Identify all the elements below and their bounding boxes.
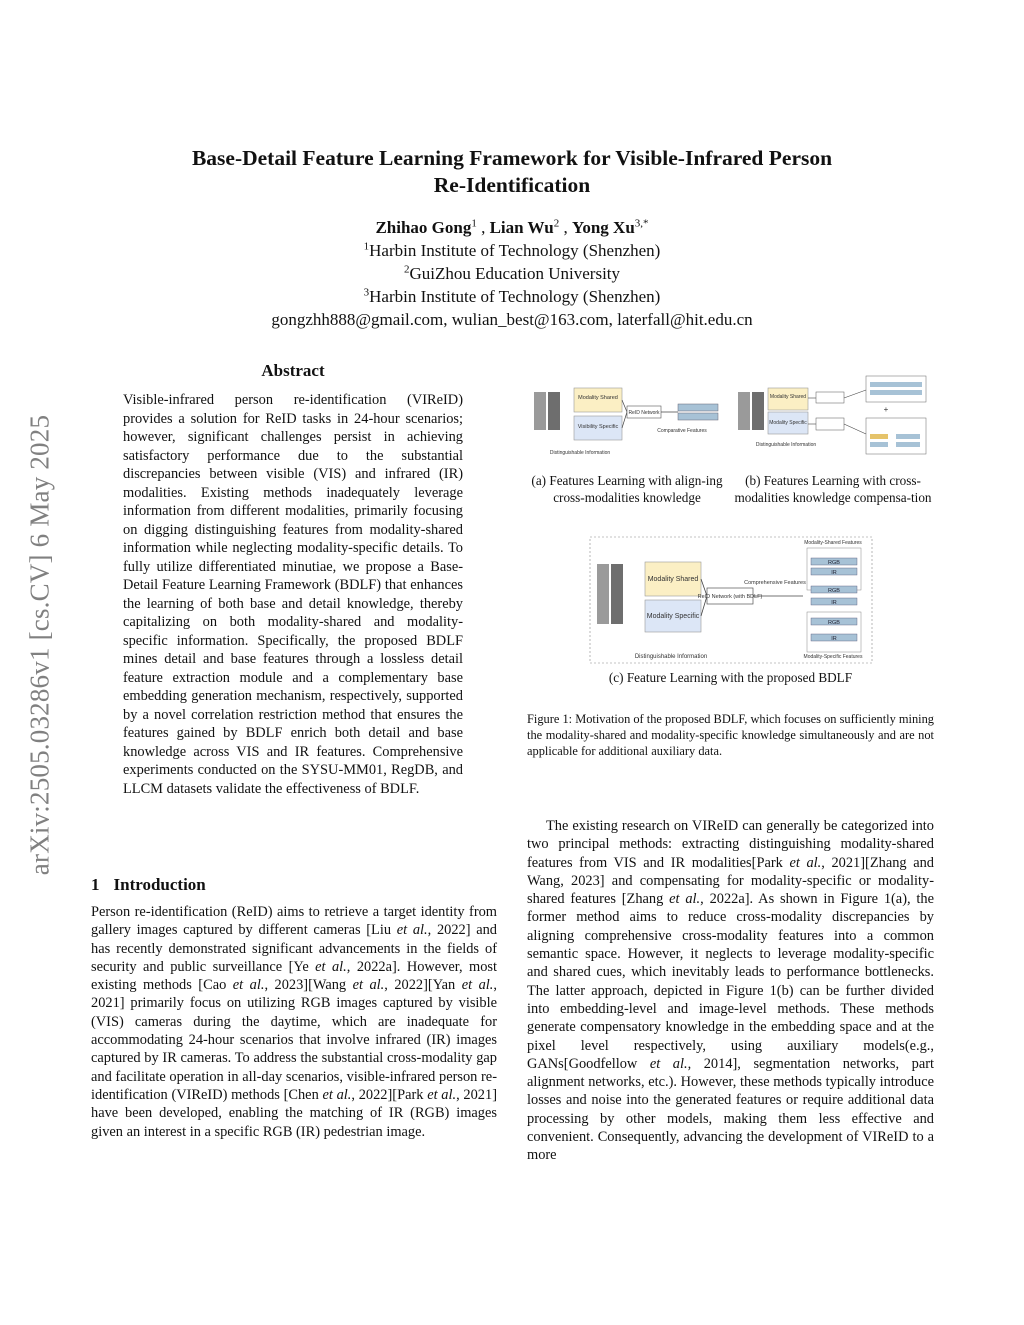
affiliation	[112, 262, 912, 285]
distinguishable-info-label: Distinguishable Information	[755, 442, 817, 448]
compensation-box	[866, 376, 926, 402]
author-separator: ,	[476, 218, 490, 237]
affil-text: Harbin Institute of Technology (Shenzhen)	[369, 287, 661, 306]
figure-1c-diagram	[589, 536, 873, 664]
feature-bar	[678, 404, 718, 411]
section-heading	[91, 875, 220, 895]
author-sup: 3,*	[634, 217, 649, 230]
figure-1a-subcaption: (a) Features Learning with align-ing cross-modalities knowledge	[531, 473, 723, 505]
affil-sup: 3	[363, 286, 370, 299]
network-box	[816, 418, 844, 430]
ir-bar-label: IR	[831, 570, 837, 576]
affil-text: Harbin Institute of Technology (Shenzhen)	[369, 241, 661, 260]
author-list	[112, 216, 912, 239]
author-name: Yong Xu	[571, 218, 635, 237]
figure-1b-subcaption: (b) Features Learning with cross-modalities knowledge compensa-tion	[734, 473, 932, 505]
feature-bar	[870, 390, 922, 395]
figure-1-caption: Figure 1: Motivation of the proposed BDLF, which focuses on sufficiently mining the modality-shared and modality-specific knowledge simultaneously and are not applicable for additional auxiliary data.	[527, 712, 934, 759]
person-image-icon	[752, 392, 764, 430]
feature-bar	[870, 442, 888, 447]
person-image-icon	[738, 392, 750, 430]
affil-sup: 1	[363, 240, 370, 253]
feature-bar	[870, 434, 888, 439]
author-name: Zhihao Gong	[375, 218, 472, 237]
affiliation	[112, 285, 912, 308]
modality-specific-label: Modality Specific	[769, 420, 807, 426]
modality-shared-label: Modality Shared	[578, 395, 618, 401]
modality-shared-label: Modality Shared	[647, 576, 699, 583]
specific-features-label: Modality-Specific Features	[803, 654, 863, 660]
reid-network-label: ReID Network (with BDLF)	[697, 594, 763, 600]
feature-bar	[896, 442, 920, 447]
author-emails: gongzhh888@gmail.com, wulian_best@163.com, laterfall@hit.edu.cn	[271, 310, 753, 329]
ir-bar-label: IR	[831, 636, 837, 642]
comprehensive-features-label: Comprehensive Features	[744, 580, 806, 586]
plus-sign: +	[883, 405, 889, 414]
affil-sup: 2	[403, 263, 410, 276]
author-block	[112, 216, 912, 331]
modality-shared-label: Modality Shared	[769, 394, 807, 400]
distinguishable-info-label: Distinguishable Information	[549, 450, 611, 456]
figure-1a-diagram	[532, 382, 724, 466]
figure-1b-diagram	[736, 372, 936, 466]
feature-bar	[896, 434, 920, 439]
section-number: 1	[91, 875, 100, 894]
section-title: Introduction	[113, 875, 206, 894]
paper-title	[112, 145, 912, 199]
abstract-heading: Abstract	[261, 361, 325, 380]
intro-left-paragraph: Person re-identification (ReID) aims to retrieve a target identity from gallery images captured by different cameras [Liu et al., 2022] and has recently demonstrated significant advancements in the fields of security and public surveillance [Ye et al., 2022a]. However, most existing methods [Cao et al., 2023][Wang et al., 2022][Yan et al., 2021] primarily focus on utilizing RGB images captured by visible (VIS) cameras during the daytime, which are inadequate for accommodating 24-hour scenarios that involve infrared (IR) images captured by IR cameras. To address the substantial cross-modality gap and facilitate operation in all-day scenarios, visible-infrared person re-identification (VIReID) methods [Chen et al., 2022][Park et al., 2021] have been developed, enabling the matching of IR (RGB) images given an interest in a specific RGB (IR) pedestrian image.	[91, 904, 498, 1140]
feature-bar	[678, 413, 718, 420]
rgb-bar-label: RGB	[828, 620, 840, 626]
network-box	[816, 392, 844, 403]
affiliation	[112, 239, 912, 262]
figure-1c-subcaption: (c) Feature Learning with the proposed BDLF	[608, 670, 853, 685]
title-line-2: Re-Identification	[433, 173, 591, 197]
person-image-icon	[611, 564, 623, 624]
author-name: Lian Wu	[489, 218, 554, 237]
author-separator: ,	[559, 218, 572, 237]
intro-right-paragraph: The existing research on VIReID can generally be categorized into two principal methods: extracting distinguishing modality-shared features from VIS and IR modalities[Park et al., 2021][Zhang and Wang, 2023] and compensating for modality-specific or modality-shared features [Zhang et al., 2022a]. As shown in Figure 1(a), the former method aims to reduce cross-modality discrepancies by aligning comprehensive cross-modality features into a common semantic space. However, it neglects to leverage modality-specific and shared cues, which inevitably leads to performance bottlenecks. The latter approach, depicted in Figure 1(b) can be further divided into embedding-level and image-level methods. These methods generate compensatory knowledge in the embedding space and at the pixel level respectively, using auxiliary models(e.g., GANs[Goodfellow et al., 2014], segmentation networks, part alignment networks, etc.). However, these methods typically introduce losses and noise into the generated features or require additional data processing by other models, making them less effective and convenient. Consequently, advancing the development of VIReID to a more	[527, 818, 934, 1164]
rgb-bar-label: RGB	[828, 588, 840, 594]
author-sup: 2	[553, 217, 560, 230]
rgb-bar-label: RGB	[828, 560, 840, 566]
ir-bar-label: IR	[831, 600, 837, 606]
shared-features-label: Modality-Shared Features	[804, 540, 862, 546]
modality-specific-label: Modality Specific	[646, 613, 700, 620]
distinguishable-info-label: Distinguishable Information	[634, 654, 708, 660]
abstract-text: Visible-infrared person re-identification (VIReID) provides a solution for ReID tasks in 24-hour scenarios; however, significant challenges persist in achieving satisfactory performance due to the substantial discrepancies between visible (VIS) and infrared (IR) modalities. Existing methods inadequately leverage information from different modalities, primarily focusing on digging distinguishing features from modality-shared information while neglecting modality-specific details. To fully utilize differentiated minutiae, we propose a Base-Detail Feature Learning Framework (BDLF) that enhances the learning of both base and detail knowledge, thereby capitalizing on both modality-shared and modality-specific information. Specifically, the proposed BDLF mines detail and base features through a lossless detail feature extraction module and a complementary base embedding generation mechanism, respectively, supported by a novel correlation restriction method that ensures the features gained by BDLF enrich both detail and base knowledge across VIS and IR features. Comprehensive experiments conducted on the SYSU-MM01, RegDB, and LLCM datasets validate the effectiveness of BDLF.	[123, 392, 463, 797]
feature-bar	[870, 382, 922, 387]
arxiv-identifier: arXiv:2505.03286v1 [cs.CV] 6 May 2025	[24, 414, 55, 876]
person-image-icon	[597, 564, 609, 624]
author-sup: 1	[471, 217, 477, 230]
reid-network-label: ReID Network	[628, 410, 660, 416]
person-image-icon	[534, 392, 546, 430]
visibility-specific-label: Visibility Specific	[577, 424, 619, 430]
person-image-icon	[548, 392, 560, 430]
affil-text: GuiZhou Education University	[409, 264, 621, 283]
comparative-features-label: Comparative Features	[657, 428, 707, 434]
title-line-1: Base-Detail Feature Learning Framework for Visible-Infrared Person	[191, 146, 833, 170]
